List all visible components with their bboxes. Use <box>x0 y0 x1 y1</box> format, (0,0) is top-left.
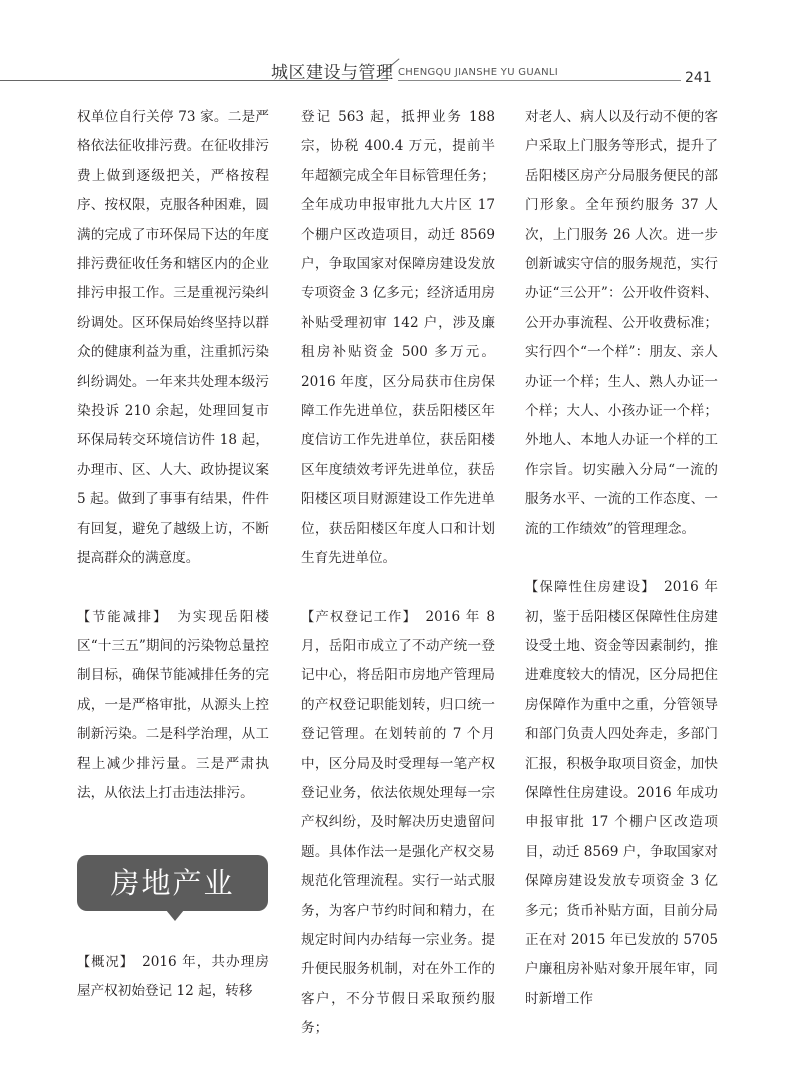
section-text: 2016 年，共办理房屋产权初始登记 12 起，转移 <box>77 954 270 1000</box>
header-rule-right <box>398 80 681 81</box>
column-2 <box>301 103 495 1044</box>
banner-pointer <box>166 910 184 921</box>
paragraph: 登记 563 起，抵押业务 188 宗，协税 400.4 万元，提前半年超额完成全年目标管理任务；全年成功申报审批九大片区 17 个棚户区改造项目，动迁 8569 户，争取国家对保障房建设发放专项资金 3 亿多元；经济适用房补贴受理初审 142 户，涉及廉租房补贴资金 500 多万元。2016 年度，区分局获市住房保障工作先进单位，获岳阳楼区年度信访工作先进单位，获岳阳楼区年度绩效考评先进单位，获岳阳楼区项目财源建设工作先进单位，获岳阳楼区年度人口和计划生育先进单位。 <box>301 109 496 567</box>
section-affordable-housing <box>525 573 718 1014</box>
section-energy-saving <box>77 603 269 809</box>
header-title: 城区建设与管理 <box>271 63 394 83</box>
section-overview <box>77 948 269 1007</box>
column-3 <box>525 103 718 1014</box>
section-title: 【概况】 <box>77 955 128 970</box>
section-title: 【保障性住房建设】 <box>525 580 650 596</box>
page-number: 241 <box>685 70 712 86</box>
section-banner: 房地产业 <box>77 855 268 911</box>
section-title: 【产权登记工作】 <box>301 609 411 625</box>
section-property-registration <box>301 603 495 1044</box>
section-text: 2016 年 8 月，岳阳市成立了不动产统一登记中心，将岳阳市房地产管理局的产权登记职能划转，归口统一登记管理。在划转前的 7 个月中，区分局及时受理每一笔产权登记业务，依法依规处理每一宗产权纠纷，及时解决历史遗留问题。具体作法一是强化产权交易规范化管理流程。实行一站式服务，为客户节约时间和精力，在规定时间内办结每一宗业务。提升便民服务机制，对在外工作的客户，不分节假日采取预约服务； <box>301 608 495 1037</box>
column-1 <box>77 103 269 808</box>
paragraph: 对老人、病人以及行动不便的客户采取上门服务等形式，提升了岳阳楼区房产分局服务便民的部门形象。全年预约服务 37 人次，上门服务 26 人次。进一步创新诚实守信的服务规范，实行办证“三公开”：公开收件资料、公开办事流程、公开收费标准；实行四个“一个样”：朋友、亲人办证一个样；生人、熟人办证一个样；大人、小孩办证一个样；外地人、本地人办证一个样的工作宗旨。切实融入分局“一流的服务水平、一流的工作态度、一流的工作绩效”的管理理念。 <box>525 109 718 537</box>
section-text: 为实现岳阳楼区“十三五”期间的污染物总量控制目标，确保节能减排任务的完成，一是严格审批，从源头上控制新污染。二是科学治理，从工程上减少排污量。三是严肃执法，从依法上打击违法排污。 <box>77 608 270 801</box>
section-title: 【节能减排】 <box>77 609 162 625</box>
column-1-bottom <box>77 948 269 1007</box>
header-subtitle: CHENGQU JIANSHE YU GUANLI <box>398 67 559 78</box>
paragraph: 权单位自行关停 73 家。二是严格依法征收排污费。在征收排污费上做到逐级把关，严格按程序、按权限，克服各种困难，圆满的完成了市环保局下达的年度排污费征收任务和辖区内的企业排污申报工作。三是重视污染纠纷调处。区环保局始终坚持以群众的健康利益为重，注重抓污染纠纷调处。一年来共处理本级污染投诉 210 余起，处理回复市环保局转交环境信访件 18 起，办理市、区、人大、政协提议案 5 起。做到了事事有结果，件件有回复，避免了越级上访，不断提高群众的满意度。 <box>77 109 269 567</box>
section-text: 2016 年初，鉴于岳阳楼区保障性住房建设受土地、资金等因素制约，推进难度较大的情况，区分局把住房保障作为重中之重，分管领导和部门负责人四处奔走，多部门汇报，积极争取项目资金，加快保障性住房建设。2016 年成功申报审批 17 个棚户区改造项目，动迁 8569 户，争取国家对保障房建设发放专项资金 3 亿多元；货币补贴方面，目前分局正在对 2015 年已发放的 5705 户廉租房补贴对象开展年审，同时新增工作 <box>525 579 719 1007</box>
